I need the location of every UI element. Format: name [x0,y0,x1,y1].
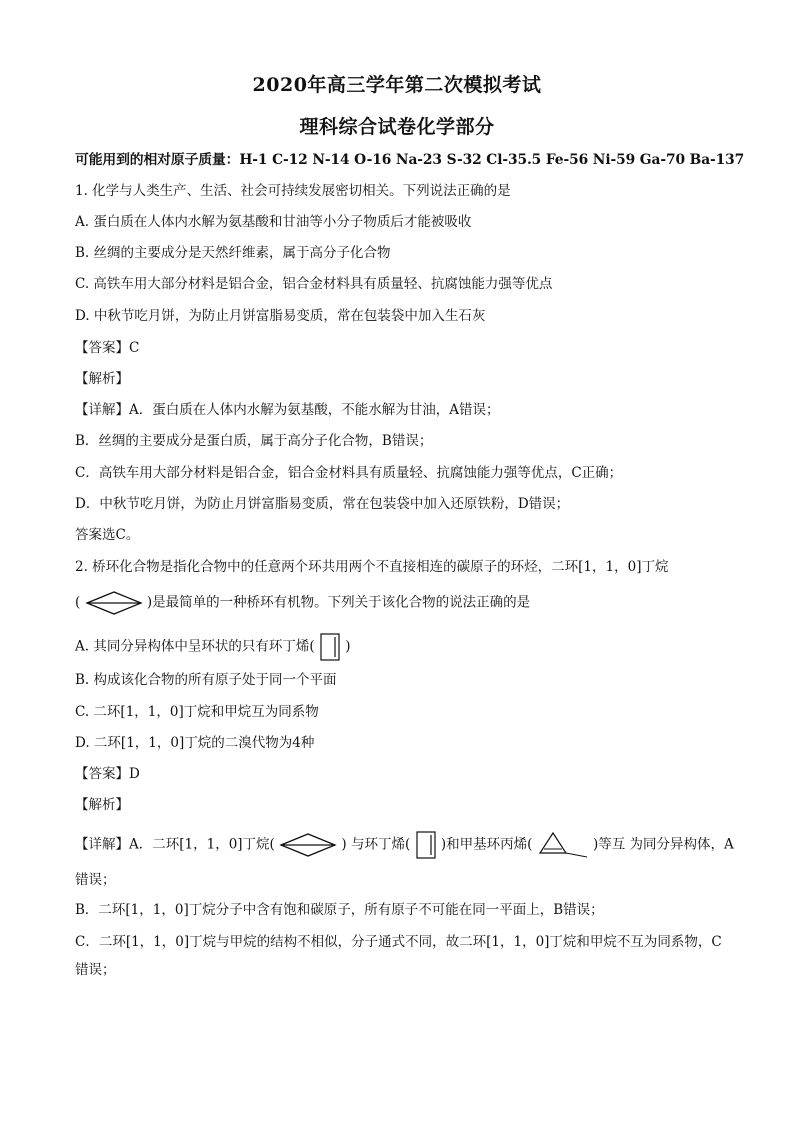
q2-detail-a-part3: )和甲基环丙烯( [440,836,533,853]
q2-stem-line2 [75,590,725,616]
q2-option-a-text: A. 其同分异构体中呈环状的只有环丁烯( [75,638,315,655]
q2-detail-c-wrap: 错误； [75,962,116,978]
q2-stem-open-paren: ( [75,594,81,611]
q1-conclusion: 答案选C。 [75,527,140,543]
q1-detail-d: D．中秋节吃月饼，为防止月饼富脂易变质，常在包装袋中加入还原铁粉，D错误； [75,496,570,512]
page-title: 2020年高三学年第二次模拟考试 [252,74,542,96]
q1-stem: 1. 化学与人类生产、生活、社会可持续发展密切相关。下列说法正确的是 [75,183,511,199]
bicyclobutane-structure-icon [279,832,337,858]
atomic-masses: 可能用到的相对原子质量：H-1 C-12 N-14 O-16 Na-23 S-32 Cl-35.5 Fe-56 Ni-59 Ga-70 Ba-137 [75,152,745,168]
q2-stem-rest: )是最简单的一种桥环有机物。下列关于该化合物的说法正确的是 [146,594,531,611]
cyclobutene-structure-icon [415,830,437,860]
q2-option-a-close: ) [345,638,351,655]
q2-detail-a-part4: )等互 为同分异构体，A [592,836,734,853]
q1-option-a: A. 蛋白质在人体内水解为氨基酸和甘油等小分子物质后才能被吸收 [75,214,472,230]
q2-stem-line1: 2. 桥环化合物是指化合物中的任意两个环共用两个不直接相连的碳原子的环烃，二环[1，1，0]丁烷 [75,559,669,575]
q1-answer: 【答案】C [75,340,140,356]
q2-detail-b: B．二环[1，1，0]丁烷分子中含有饱和碳原子，所有原子不可能在同一平面上，B错误； [75,902,604,918]
q1-detail-a: 【详解】A．蛋白质在人体内水解为氨基酸，不能水解为甘油，A错误； [75,402,500,418]
q2-analysis-label: 【解析】 [75,797,129,813]
q1-option-c: C. 高铁车用大部分材料是铝合金，铝合金材料具有质量轻、抗腐蚀能力强等优点 [75,276,553,292]
q1-analysis-label: 【解析】 [75,371,129,387]
q1-option-b: B. 丝绸的主要成分是天然纤维素，属于高分子化合物 [75,245,391,261]
bicyclobutane-structure-icon [85,590,143,616]
q2-answer: 【答案】D [75,766,140,782]
page-subtitle: 理科综合试卷化学部分 [299,116,495,138]
q1-detail-c: C．高铁车用大部分材料是铝合金，铝合金材料具有质量轻、抗腐蚀能力强等优点，C正确； [75,465,623,481]
q2-option-c: C. 二环[1，1，0]丁烷和甲烷互为同系物 [75,704,319,720]
q1-detail-b: B．丝绸的主要成分是蛋白质，属于高分子化合物，B错误； [75,433,433,449]
q2-detail-a [75,830,734,860]
q1-option-d: D. 中秋节吃月饼，为防止月饼富脂易变质，常在包装袋中加入生石灰 [75,308,486,324]
q2-detail-c: C．二环[1，1，0]丁烷与甲烷的结构不相似，分子通式不同，故二环[1，1，0]丁烷和甲烷不互为同系物，C [75,934,722,950]
cyclobutene-structure-icon [319,632,341,662]
methylcyclopropene-structure-icon [537,830,589,860]
q2-option-b: B. 构成该化合物的所有原子处于同一个平面 [75,672,337,688]
q2-detail-a-wrap: 错误； [75,872,116,888]
q2-option-a [75,632,725,662]
q2-option-d: D. 二环[1，1，0]丁烷的二溴代物为4种 [75,735,315,751]
q2-detail-a-part2: ) 与环丁烯( [341,836,411,853]
q2-detail-a-part1: 【详解】A．二环[1，1，0]丁烷( [75,836,275,853]
